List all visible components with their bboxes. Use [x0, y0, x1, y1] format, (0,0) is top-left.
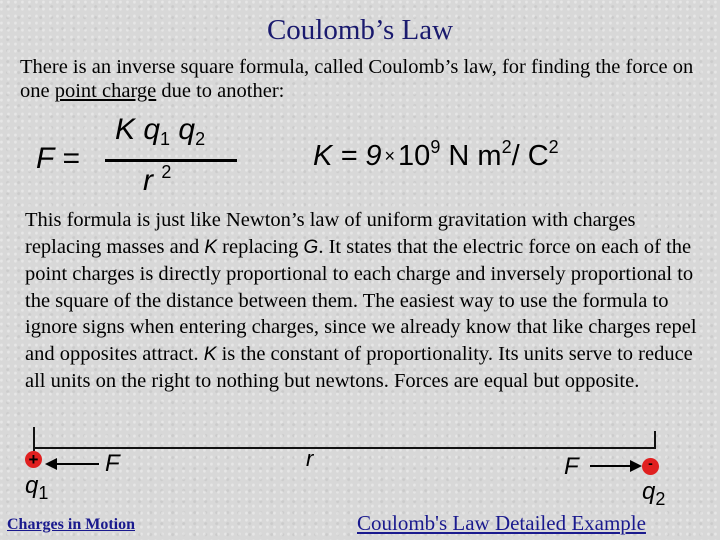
explanation-paragraph: [25, 207, 705, 395]
numerator-sub2: 2: [195, 129, 206, 149]
formula-numerator: [115, 113, 205, 147]
para-G: G: [303, 236, 319, 258]
k-equals: K = 9: [313, 140, 382, 172]
denominator-r: r: [143, 164, 153, 197]
force-arrow-right-icon: [588, 460, 644, 472]
intro-text: [20, 55, 710, 103]
slide-title: Coulomb’s Law: [266, 14, 454, 46]
units-c: / C: [511, 140, 549, 172]
k-constant-formula: [313, 137, 559, 173]
para-part-4: is the constant of proportionality. Its units serve to reduce all units on the right to nothing but newtons. Forces are equal but opposite.: [25, 342, 693, 392]
distance-tick-left: [33, 427, 35, 451]
intro-before: There is an inverse square formula, called Coulomb’s law, for finding the force on one: [20, 56, 694, 102]
numerator-q2: q: [178, 113, 196, 146]
distance-tick-right: [654, 431, 656, 449]
charge-label-q2: [642, 478, 666, 509]
q1-subscript: 1: [38, 483, 49, 503]
point-charge-term: point charge: [54, 80, 157, 102]
para-K-1: K: [204, 236, 218, 258]
positive-charge-icon: +: [25, 451, 42, 468]
para-part-2: replacing: [217, 235, 304, 258]
distance-line: [33, 447, 656, 449]
numerator-q1: q: [143, 113, 161, 146]
force-arrow-left-icon: [45, 458, 101, 470]
numerator-K: K: [115, 113, 136, 146]
distance-label: r: [306, 446, 314, 471]
charges-in-motion-link[interactable]: Charges in Motion: [7, 516, 135, 533]
negative-charge-icon: -: [642, 458, 659, 475]
units-nm: N m: [448, 140, 502, 172]
denominator-exp: 2: [161, 162, 172, 182]
formula-lhs: F =: [36, 142, 80, 175]
para-K-2: K: [203, 343, 217, 365]
q2-subscript: 2: [655, 489, 666, 509]
q2-letter: q: [642, 478, 656, 505]
para-part-3: . It states that the electric force on each of the point charges is directly proportional to each charge and inversely proportional to the square of the distance between them. The easiest way to use the formula to ignore signs when entering charges, since we already know that like charges repel and opposites attract.: [25, 235, 697, 365]
ten-exponent: 9: [430, 137, 441, 157]
intro-after: due to another:: [156, 80, 285, 102]
para-part-1: This formula is just like Newton’s law of uniform gravitation with charges replacing masses and: [25, 209, 636, 258]
units-exp-2: 2: [548, 137, 559, 157]
force-label-left: F: [105, 450, 120, 477]
numerator-sub1: 1: [160, 129, 171, 149]
ten: 10: [398, 140, 431, 172]
q1-letter: q: [25, 472, 39, 499]
detailed-example-link[interactable]: Coulomb's Law Detailed Example: [357, 511, 646, 535]
charge-label-q1: [25, 472, 49, 503]
formula-denominator: [143, 164, 171, 198]
times-sign: ×: [384, 146, 396, 166]
units-exp-1: 2: [501, 137, 512, 157]
fraction-bar: [105, 159, 237, 162]
force-label-right: F: [564, 453, 579, 480]
